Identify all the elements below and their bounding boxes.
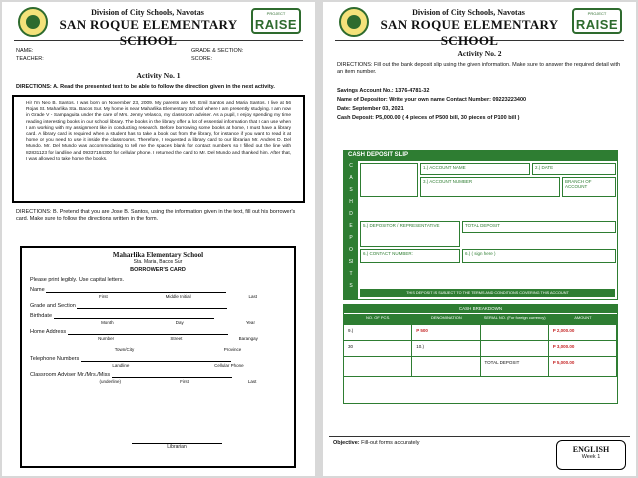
name-label: NAME: [16,48,34,54]
raise-logo: PROJECT RAISE [251,8,301,34]
depositor-field[interactable]: 5.) DEPOSITOR / REPRESENTATIVE [360,221,460,247]
division-title: Division of City Schools, Navotas [412,8,525,17]
savings-account: Savings Account No.: 1376-4781-32 [337,88,430,94]
birthdate-sub: Month Day Year [101,320,255,325]
account-name-field[interactable]: 1.) ACCOUNT NAME [420,163,530,175]
name-field[interactable]: Name [30,287,286,293]
branch-field[interactable]: BRANCH OF ACCOUNT [562,177,616,197]
birthdate-field[interactable]: Birthdate [30,313,286,319]
cash-deposit-slip [343,150,618,300]
telephone-field[interactable]: Telephone Numbers [30,356,286,362]
card-address: Sta. Maria, Bacos Sur [133,259,183,265]
slip-footer: THIS DEPOSIT IS SUBJECT TO THE TERMS AND CONDITIONS COVERING THIS ACCOUNT [360,289,615,297]
card-instruction: Please print legibly. Use capital letters. [30,277,125,283]
header [2,2,315,48]
cash-breakdown [343,304,618,404]
worksheet-page-right [323,2,636,476]
home-address-field[interactable]: Home Address [30,329,286,335]
breakdown-row[interactable]: 30 10.) P 3,000.00 [344,341,617,357]
subject-box [556,440,626,470]
school-seal-icon [18,7,48,37]
slip-side-label: C A S H D E P O SI T S [344,161,358,299]
home-sub-2: Town/City Province [114,347,242,352]
grade-section-field[interactable]: Grade and Section [30,303,286,309]
home-sub: Number Street Barangay [98,336,258,341]
name-sub: First Middle Initial Last [98,294,258,299]
school-seal-icon [339,7,369,37]
score-label: SCORE: [191,56,213,62]
contact-number-field[interactable]: 6.) CONTACT NUMBER: [360,249,460,263]
direction-b: DIRECTIONS: B. Pretend that you are Jose B. Santos, using the information given in the text, fill out his borrower's card. Make sure to follow the directions written in the form. [16,209,296,222]
signature-field[interactable]: 6.) ( sign here ) [462,249,616,263]
adviser-sub: (underline) First Last [99,379,257,384]
header [323,2,636,48]
phone-sub: Landline Cellular Phone [112,363,244,368]
date-field[interactable]: 2.) DATE [532,163,616,175]
card-title: BORROWER'S CARD [130,267,186,273]
slip-title: CASH DEPOSIT SLIP [344,151,617,161]
teacher-label: TEACHER: [16,56,44,62]
librarian-signature: Librarian [132,443,222,450]
division-title: Division of City Schools, Navotas [91,8,204,17]
total-deposit-field[interactable]: TOTAL DEPOSIT [462,221,616,233]
activity-title: Activity No. 1 [136,71,181,80]
deposit-direction: DIRECTIONS: Fill out the bank deposit slip using the given information. Make sure to answer the required detail with an item number. [337,62,621,75]
week-label: Week 1 [581,454,601,460]
instructions-box [360,163,418,197]
breakdown-row[interactable]: 9.) P 500 P 2,000.00 [344,325,617,341]
objective: Objective: Fill-out forms accurately [333,440,420,446]
divider [329,436,630,437]
adviser-field[interactable]: Classroom Adviser Mr./Mrs./Miss [30,372,286,378]
direction-a: DIRECTIONS: A. Read the presented text to be able to follow the direction given in the next activity. [16,84,275,90]
breakdown-header: NO. OF PCS. DENOMINATION SERIAL NO. (For foreign currency) AMOUNT [344,313,617,325]
card-school: Maharlika Elementary School [112,251,204,259]
depositor-info: Name of Depositor: Write your own name Contact Number: 09223223400 [337,97,527,103]
account-info [323,84,636,123]
school-name: SAN ROQUE ELEMENTARY SCHOOL [380,17,559,48]
activity-title: Activity No. 2 [457,49,502,58]
deposit-date: Date: September 03, 2021 [337,106,404,112]
breakdown-row[interactable]: TOTAL DEPOSIT P 5,000.00 [344,357,617,377]
story-text: Hi! I'm Neo B. Santos. I was born on November 23, 2009. My parents are Mr. Emil Santos and Maria Santos. I live at 56 Rojas St. Maharlika Sta. Bacos Sur. My home is near Maharlika Elementary School where I am presently studying. I am now in Grade V - Sampaguita under the care of Mrs. Jenny Velasco, my classroom adviser. As a pupil, I enjoy spending my time reading interesting books in our school library. The books in the library offer a lot of essential information that I can use when I am working with my assignment like in conducting research. Before borrowing some books at home, I must have a library card. A library card is required when a student has to take a book out from the library, for instance if you want to read it at home or you need to use it inside the classrooms. Therefore, I requested a library card to our librarian Mr. Andres D. Del Mundo. Mr. Del Mundo was accommodating to tell me the spaces blank for contact numbers so I filled out the line with 82831123 for landline and 09337184300 for cellular phone. I returned the card to Mr. Del Mundo and thanked him. After that, I was allowed to take home the books. [12,95,305,203]
borrowers-card [20,246,296,468]
raise-logo: PROJECT RAISE [572,8,622,34]
cash-deposit: Cash Deposit: P5,000.00 ( 4 pieces of P500 bill, 30 pieces of P100 bill ) [337,115,520,121]
subject-label: ENGLISH [572,445,610,454]
school-name: SAN ROQUE ELEMENTARY SCHOOL [59,17,238,48]
breakdown-title: CASH BREAKDOWN [344,305,617,313]
grade-label: GRADE & SECTION: [191,48,244,54]
account-number-field[interactable]: 3.) ACCOUNT NUMBER [420,177,560,197]
slip-fields [360,163,615,287]
worksheet-page-left [2,2,315,476]
